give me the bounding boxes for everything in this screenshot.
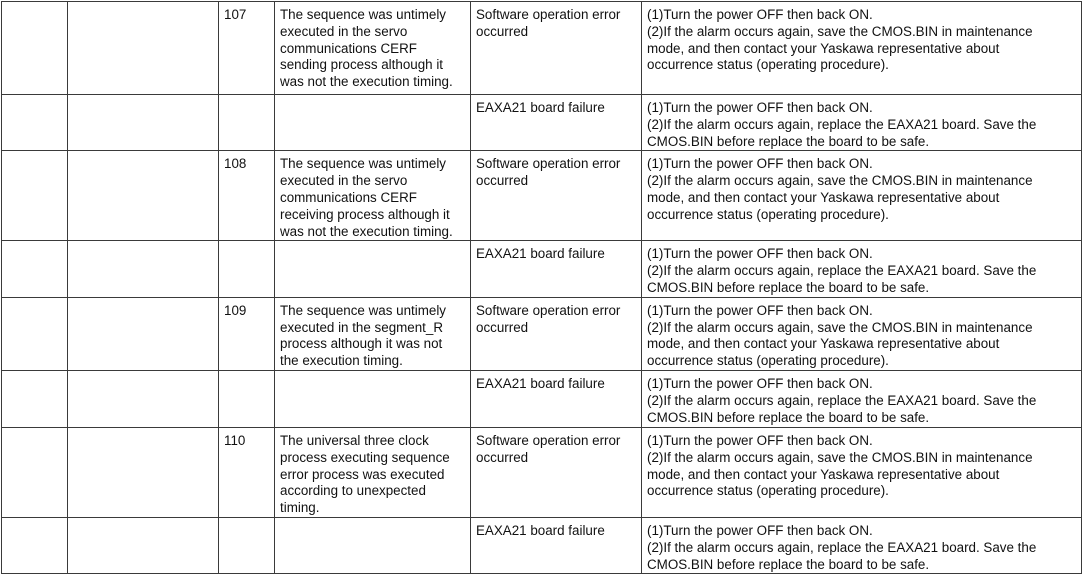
blank-cell-1	[2, 151, 68, 241]
alarm-description-cell: The sequence was untimely executed in the servo communications CERF sending process although it was not the execution timing.	[275, 2, 471, 95]
blank-cell-2	[68, 370, 219, 427]
alarm-description-cell: The universal three clock process executing sequence error process was executed according to unexpected timing.	[275, 427, 471, 517]
table-row	[2, 517, 1082, 573]
table-row	[2, 297, 1082, 370]
blank-cell-2	[68, 297, 219, 370]
table-row	[2, 370, 1082, 427]
alarm-remedy-cell: (1)Turn the power OFF then back ON. (2)If the alarm occurs again, replace the EAXA21 board. Save the CMOS.BIN before replace the board to be safe.	[642, 95, 1082, 151]
alarm-cause-cell: EAXA21 board failure	[471, 95, 642, 151]
alarm-code-cell: 110	[219, 427, 275, 517]
alarm-remedy-cell: (1)Turn the power OFF then back ON. (2)If the alarm occurs again, replace the EAXA21 board. Save the CMOS.BIN before replace the board to be safe.	[642, 241, 1082, 297]
alarm-remedy-cell: (1)Turn the power OFF then back ON. (2)If the alarm occurs again, save the CMOS.BIN in maintenance mode, and then contact your Yaskawa representative about occurrence status (operating procedure).	[642, 297, 1082, 370]
alarm-description-cell: The sequence was untimely executed in the segment_R process although it was not the execution timing.	[275, 297, 471, 370]
alarm-remedy-cell: (1)Turn the power OFF then back ON. (2)If the alarm occurs again, save the CMOS.BIN in maintenance mode, and then contact your Yaskawa representative about occurrence status (operating procedure).	[642, 2, 1082, 95]
alarm-table	[1, 1, 1082, 574]
blank-cell-2	[68, 427, 219, 517]
blank-cell-2	[68, 95, 219, 151]
blank-cell-1	[2, 2, 68, 95]
table-row	[2, 151, 1082, 241]
blank-cell-2	[68, 241, 219, 297]
alarm-remedy-cell: (1)Turn the power OFF then back ON. (2)If the alarm occurs again, replace the EAXA21 board. Save the CMOS.BIN before replace the board to be safe.	[642, 517, 1082, 573]
alarm-code-cell	[219, 241, 275, 297]
table-row	[2, 427, 1082, 517]
alarm-cause-cell: Software operation error occurred	[471, 2, 642, 95]
alarm-description-cell	[275, 241, 471, 297]
alarm-description-cell	[275, 517, 471, 573]
alarm-description-cell	[275, 370, 471, 427]
alarm-remedy-cell: (1)Turn the power OFF then back ON. (2)If the alarm occurs again, save the CMOS.BIN in maintenance mode, and then contact your Yaskawa representative about occurrence status (operating procedure).	[642, 151, 1082, 241]
blank-cell-2	[68, 151, 219, 241]
alarm-cause-cell: EAXA21 board failure	[471, 241, 642, 297]
alarm-cause-cell: Software operation error occurred	[471, 297, 642, 370]
blank-cell-1	[2, 517, 68, 573]
alarm-cause-cell: EAXA21 board failure	[471, 370, 642, 427]
alarm-code-cell	[219, 95, 275, 151]
alarm-code-cell	[219, 370, 275, 427]
alarm-cause-cell: EAXA21 board failure	[471, 517, 642, 573]
alarm-cause-cell: Software operation error occurred	[471, 427, 642, 517]
blank-cell-1	[2, 297, 68, 370]
table-row	[2, 241, 1082, 297]
blank-cell-1	[2, 241, 68, 297]
table-row	[2, 95, 1082, 151]
alarm-remedy-cell: (1)Turn the power OFF then back ON. (2)If the alarm occurs again, save the CMOS.BIN in maintenance mode, and then contact your Yaskawa representative about occurrence status (operating procedure).	[642, 427, 1082, 517]
alarm-code-cell: 107	[219, 2, 275, 95]
blank-cell-1	[2, 95, 68, 151]
table-row	[2, 2, 1082, 95]
alarm-remedy-cell: (1)Turn the power OFF then back ON. (2)If the alarm occurs again, replace the EAXA21 board. Save the CMOS.BIN before replace the board to be safe.	[642, 370, 1082, 427]
blank-cell-1	[2, 427, 68, 517]
blank-cell-1	[2, 370, 68, 427]
alarm-description-cell	[275, 95, 471, 151]
blank-cell-2	[68, 2, 219, 95]
alarm-code-cell	[219, 517, 275, 573]
alarm-code-cell: 108	[219, 151, 275, 241]
alarm-description-cell: The sequence was untimely executed in the servo communications CERF receiving process although it was not the execution timing.	[275, 151, 471, 241]
blank-cell-2	[68, 517, 219, 573]
alarm-cause-cell: Software operation error occurred	[471, 151, 642, 241]
alarm-code-cell: 109	[219, 297, 275, 370]
